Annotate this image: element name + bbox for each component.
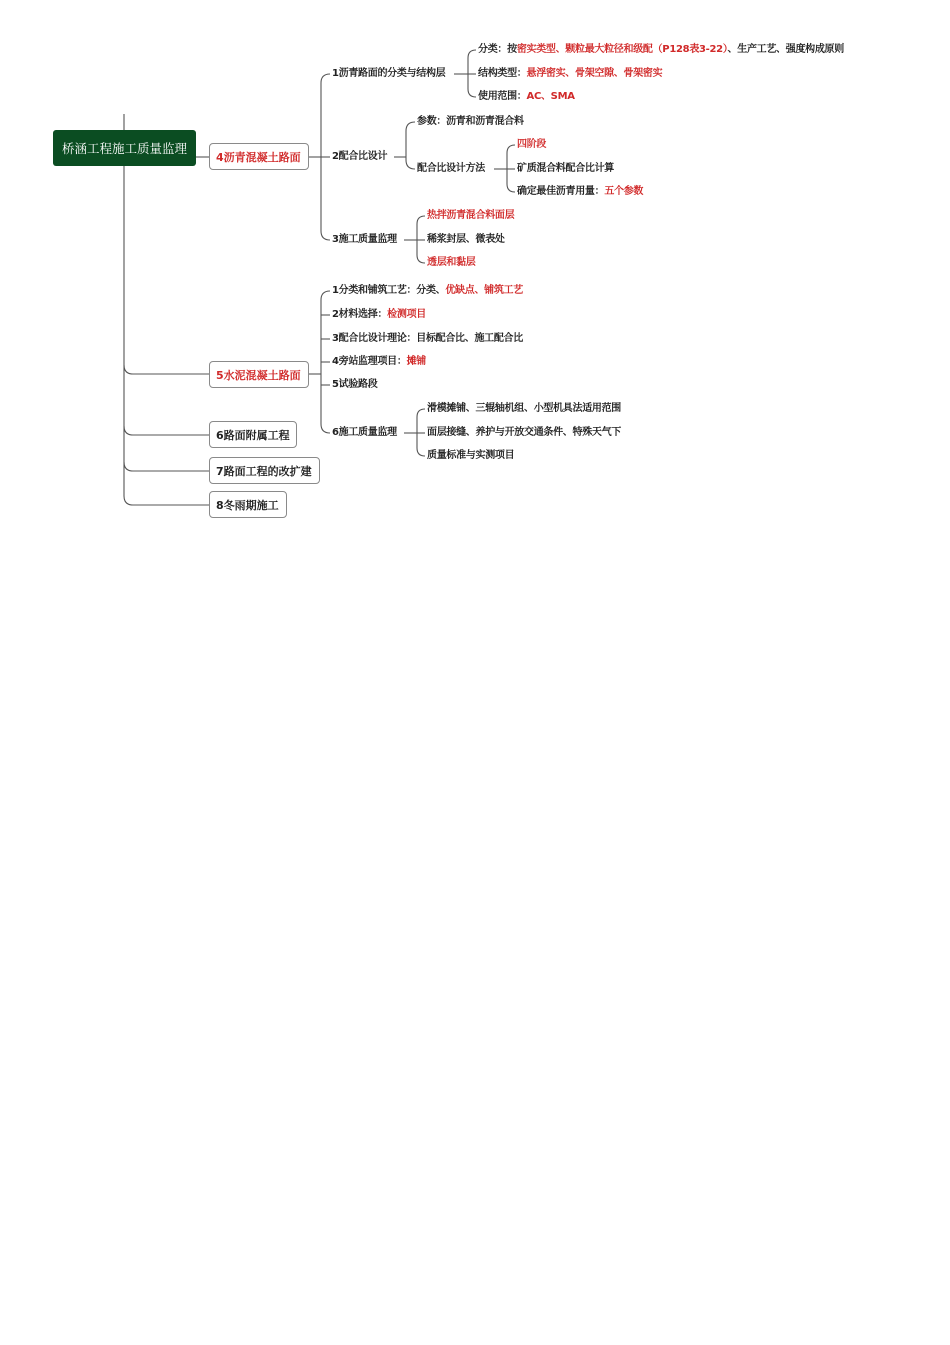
node-label: 4旁站监理项目： [332,356,407,367]
node-label: 6施工质量监理 [332,427,397,438]
leaf-text: 透层和黏层 [427,257,476,268]
node-highlight: 摊铺 [406,356,426,367]
leaf-mineral-mix-calc [517,162,614,176]
node-mix-theory[interactable] [332,332,523,346]
leaf-usage-range [478,90,575,104]
branch-cement-pavement[interactable] [209,361,309,388]
node-trial-section[interactable] [332,378,377,392]
leaf-text: 热拌沥青混合料面层 [427,210,515,221]
leaf-text: 、生产工艺、强度构成原则 [727,44,844,55]
node-asphalt-classification[interactable] [332,67,445,81]
node-highlight: 优缺点、铺筑工艺 [445,285,523,296]
leaf-classification [478,43,844,57]
leaf-parameters [417,115,524,129]
leaf-text: 矿质混合料配合比计算 [517,163,614,174]
branch-cement-label: 5水泥混凝土路面 [216,368,301,382]
leaf-four-stages [517,138,546,152]
node-asphalt-quality-supervision[interactable] [332,233,397,247]
branch-winter-rainy-construction[interactable] [209,491,287,518]
branch-pavement-renovation[interactable] [209,457,320,484]
leaf-optimal-asphalt [517,185,643,199]
leaf-text: 结构类型： [478,68,527,79]
node-cement-quality-supervision[interactable] [332,426,397,440]
branch-label: 8冬雨期施工 [216,498,279,512]
node-side-station[interactable] [332,355,426,369]
leaf-text: 质量标准与实测项目 [427,450,515,461]
node-mix-design-method[interactable] [417,162,485,176]
branch-asphalt-pavement[interactable] [209,143,309,170]
node-label: 3配合比设计理论：目标配合比、施工配合比 [332,333,523,344]
leaf-slurry-seal [427,233,505,247]
leaf-slipform-paving [427,402,621,416]
node-label: 3施工质量监理 [332,234,397,245]
node-mix-design[interactable] [332,150,387,164]
leaf-text: 稀浆封层、微表处 [427,234,505,245]
node-label: 2配合比设计 [332,151,388,162]
branch-label: 7路面工程的改扩建 [216,464,312,478]
leaf-prime-tack-coat [427,256,476,270]
leaf-quality-standards [427,449,514,463]
node-label: 2材料选择： [332,309,388,320]
leaf-text: 使用范围： [478,91,527,102]
branch-pavement-ancillary[interactable] [209,421,297,448]
leaf-text: 面层接缝、养护与开放交通条件、特殊天气下 [427,427,621,438]
node-label: 1分类和铺筑工艺：分类、 [332,285,446,296]
leaf-highlight: 密实类型、颗粒最大粒径和级配（P128表3-22） [516,44,728,55]
branch-label: 6路面附属工程 [216,428,290,442]
leaf-joints-curing [427,426,621,440]
leaf-text: 参数：沥青和沥青混合料 [417,116,524,127]
leaf-hot-mix-layer [427,209,514,223]
leaf-highlight: AC、SMA [526,91,575,102]
node-label: 5试验路段 [332,379,378,390]
leaf-structure-type [478,67,662,81]
root-node[interactable] [53,130,196,166]
leaf-text: 确定最佳沥青用量： [517,186,605,197]
leaf-highlight: 五个参数 [604,186,644,197]
branch-asphalt-label: 4沥青混凝土路面 [216,150,301,164]
node-material-selection[interactable] [332,308,426,322]
node-label: 1沥青路面的分类与结构层 [332,68,446,79]
leaf-text: 滑模摊铺、三辊轴机组、小型机具法适用范围 [427,403,621,414]
leaf-text: 分类：按 [478,44,517,55]
node-highlight: 检测项目 [387,309,426,320]
leaf-highlight: 悬浮密实、骨架空隙、骨架密实 [526,68,663,79]
node-cement-classification[interactable] [332,284,523,298]
node-label: 配合比设计方法 [417,163,485,174]
leaf-text: 四阶段 [517,139,547,150]
root-label: 桥涵工程施工质量监理 [61,141,187,156]
